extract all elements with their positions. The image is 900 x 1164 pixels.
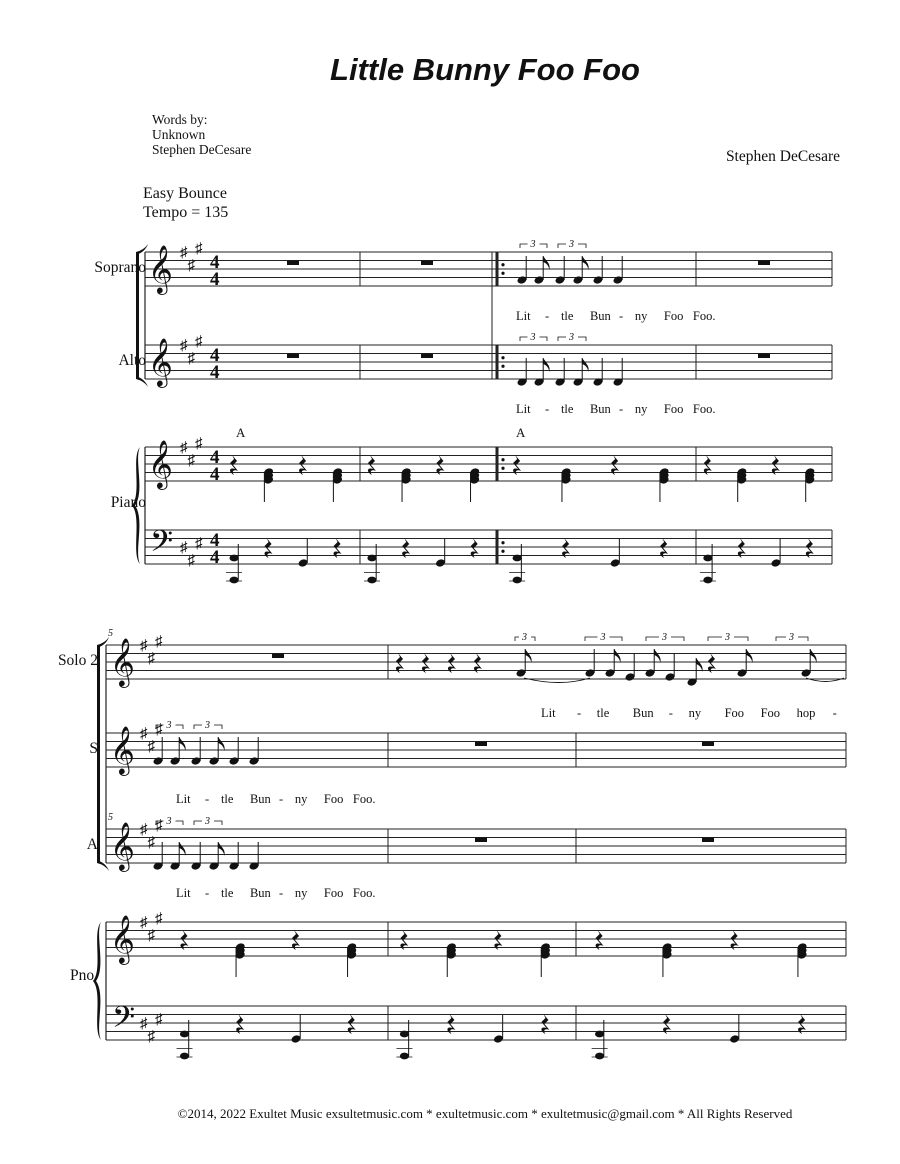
lyric-syllable: ny <box>634 402 648 416</box>
eighth-flag <box>746 649 752 663</box>
key-sharp: ♯ <box>140 1016 148 1032</box>
eighth-flag <box>179 737 185 751</box>
key-sharp: ♯ <box>187 257 195 274</box>
quarter-rest <box>396 653 404 673</box>
quarter-rest <box>368 455 376 475</box>
bass-note <box>367 577 376 584</box>
repeat-dot <box>501 356 504 359</box>
lyric-syllable: hop <box>796 706 816 720</box>
lyric-syllable: Lit <box>541 706 556 720</box>
key-sharp: ♯ <box>180 245 188 261</box>
key-sharp: ♯ <box>155 1011 163 1028</box>
lyric-syllable: - <box>545 402 550 416</box>
key-sharp: ♯ <box>187 552 195 569</box>
quarter-rest <box>494 930 502 950</box>
lyric-syllable: Lit <box>176 792 191 806</box>
bass-clef-icon: 𝄢 <box>112 1001 136 1041</box>
whole-rest <box>421 261 433 266</box>
bass-note <box>703 555 712 562</box>
bass-note <box>229 555 238 562</box>
whole-rest <box>475 742 487 747</box>
eighth-flag <box>696 658 702 672</box>
lyric-syllable: - <box>278 886 284 900</box>
repeat-dot <box>501 365 504 368</box>
tempo-text: Easy Bounce <box>143 185 227 202</box>
lyric-syllable: Bun <box>589 402 611 416</box>
lyric-syllable: - <box>832 706 837 720</box>
bracket-hook <box>136 376 148 387</box>
lyric-syllable: - <box>205 792 210 806</box>
lyric-syllable: - <box>205 886 210 900</box>
lyricist-name-2: Stephen DeCesare <box>152 142 252 157</box>
tuplet-number: 3 <box>789 632 794 643</box>
whole-rest <box>287 354 299 359</box>
quarter-rest <box>299 455 307 475</box>
bass-note <box>180 1031 189 1038</box>
key-sharp: ♯ <box>140 915 148 931</box>
lyric-syllable: Bun <box>632 706 654 720</box>
bass-note <box>400 1053 409 1060</box>
part-label-a: A <box>86 836 98 853</box>
lyric-syllable: ny <box>294 792 308 806</box>
tuplet-number: 3 <box>205 720 210 731</box>
eighth-flag <box>582 256 588 270</box>
time-signature-top: 4 <box>210 530 220 551</box>
quarter-rest <box>474 653 482 673</box>
key-sharp: ♯ <box>180 338 188 354</box>
lyric-syllable: tle <box>220 792 234 806</box>
quarter-rest <box>447 1014 455 1034</box>
key-sharp: ♯ <box>147 650 155 667</box>
treble-clef-icon: 𝄞 <box>148 340 173 386</box>
key-sharp: ♯ <box>195 333 203 350</box>
bass-note <box>513 555 522 562</box>
quarter-rest <box>265 538 273 558</box>
whole-rest <box>475 838 487 843</box>
lyric-syllable: Foo. <box>692 402 716 416</box>
quarter-rest <box>708 653 716 673</box>
repeat-dot <box>501 272 504 275</box>
whole-rest <box>272 654 284 659</box>
part-label-soprano: Soprano <box>94 259 146 276</box>
lyric-syllable: Bun <box>249 792 271 806</box>
bracket-hook <box>136 244 148 255</box>
rehearsal-mark: A <box>236 425 246 440</box>
tuplet-number: 3 <box>166 720 172 731</box>
whole-rest <box>702 742 714 747</box>
quarter-rest <box>348 1014 356 1034</box>
time-signature-bottom: 4 <box>210 464 220 485</box>
quarter-rest <box>400 930 408 950</box>
bass-note <box>367 555 376 562</box>
repeat-dot <box>501 458 504 461</box>
quarter-rest <box>738 538 746 558</box>
repeat-dot <box>501 467 504 470</box>
quarter-rest <box>292 930 300 950</box>
tuplet-number: 3 <box>530 239 536 250</box>
bass-note <box>513 577 522 584</box>
treble-clef-icon: 𝄞 <box>148 442 173 488</box>
lyric-syllable: Foo <box>663 309 684 323</box>
quarter-rest <box>334 538 342 558</box>
lyric-syllable: tle <box>560 402 574 416</box>
lyric-syllable: Lit <box>516 309 531 323</box>
quarter-rest <box>541 1014 549 1034</box>
treble-clef-icon: 𝄞 <box>110 728 135 774</box>
key-sharp: ♯ <box>155 721 163 738</box>
bass-note <box>595 1053 604 1060</box>
eighth-flag <box>543 358 549 372</box>
key-sharp: ♯ <box>195 240 203 257</box>
quarter-rest <box>611 455 619 475</box>
lyric-syllable: - <box>278 792 284 806</box>
eighth-flag <box>525 649 531 663</box>
key-sharp: ♯ <box>155 817 163 834</box>
eighth-flag <box>582 358 588 372</box>
whole-rest <box>758 354 770 359</box>
quarter-rest <box>798 1014 806 1034</box>
repeat-dot <box>501 263 504 266</box>
lyric-syllable: Bun <box>589 309 611 323</box>
key-sharp: ♯ <box>140 822 148 838</box>
tuplet-number: 3 <box>166 816 172 827</box>
lyric-syllable: Lit <box>176 886 191 900</box>
bass-note <box>595 1031 604 1038</box>
lyric-syllable: Foo. <box>352 886 376 900</box>
lyric-syllable: ny <box>688 706 702 720</box>
time-signature-top: 4 <box>210 447 220 468</box>
part-label-piano: Piano <box>110 494 146 511</box>
whole-rest <box>421 354 433 359</box>
lyricist-name-1: Unknown <box>152 127 206 142</box>
key-sharp: ♯ <box>155 633 163 650</box>
time-signature-bottom: 4 <box>210 269 220 290</box>
whole-rest <box>702 838 714 843</box>
tuplet-number: 3 <box>569 332 574 343</box>
quarter-rest <box>562 538 570 558</box>
copyright-footer: ©2014, 2022 Exultet Music exsultetmusic.com * exultetmusic.com * exultetmusic@gmail.com * All Rights Reserved <box>177 1106 793 1121</box>
quarter-rest <box>596 930 604 950</box>
whole-rest <box>287 261 299 266</box>
quarter-rest <box>230 455 238 475</box>
tie <box>806 678 844 682</box>
eighth-flag <box>179 842 185 856</box>
score-title: Little Bunny Foo Foo <box>330 52 640 87</box>
part-label-alto: Alto <box>118 352 146 369</box>
eighth-flag <box>543 256 549 270</box>
part-label-s: S <box>89 740 98 757</box>
bass-note <box>703 577 712 584</box>
eighth-flag <box>654 649 660 663</box>
tuplet-number: 3 <box>600 632 606 643</box>
quarter-rest <box>236 1014 244 1034</box>
quarter-rest <box>704 455 712 475</box>
key-sharp: ♯ <box>195 535 203 552</box>
measure-number: 5 <box>108 628 113 639</box>
bass-note <box>400 1031 409 1038</box>
lyric-syllable: - <box>618 402 624 416</box>
quarter-rest <box>402 538 410 558</box>
time-signature-top: 4 <box>210 345 220 366</box>
key-sharp: ♯ <box>147 1028 155 1045</box>
whole-rest <box>758 261 770 266</box>
lyric-syllable: - <box>545 309 550 323</box>
tuplet-number: 3 <box>530 332 536 343</box>
lyric-syllable: Foo <box>323 886 344 900</box>
repeat-dot <box>501 541 504 544</box>
key-sharp: ♯ <box>195 435 203 452</box>
eighth-flag <box>218 737 224 751</box>
quarter-rest <box>448 653 456 673</box>
quarter-rest <box>772 455 780 475</box>
quarter-rest <box>806 538 814 558</box>
lyric-syllable: ny <box>294 886 308 900</box>
quarter-rest <box>436 455 444 475</box>
lyric-syllable: Lit <box>516 402 531 416</box>
lyric-syllable: Foo <box>323 792 344 806</box>
tuplet-number: 3 <box>205 816 210 827</box>
key-sharp: ♯ <box>180 540 188 556</box>
quarter-rest <box>663 1014 671 1034</box>
bracket-hook <box>97 860 109 871</box>
time-signature-bottom: 4 <box>210 547 220 568</box>
lyric-syllable: - <box>577 706 582 720</box>
key-sharp: ♯ <box>147 927 155 944</box>
quarter-rest <box>660 538 668 558</box>
lyric-syllable: Foo. <box>352 792 376 806</box>
key-sharp: ♯ <box>187 350 195 367</box>
lyric-syllable: Foo <box>724 706 745 720</box>
bass-note <box>180 1053 189 1060</box>
eighth-flag <box>614 649 620 663</box>
lyric-syllable: Foo <box>760 706 781 720</box>
quarter-rest <box>180 930 188 950</box>
tempo-value: Tempo = 135 <box>143 204 229 221</box>
part-label-solo: Solo 2 <box>57 652 98 669</box>
eighth-flag <box>218 842 224 856</box>
rehearsal-mark: A <box>516 425 526 440</box>
eighth-flag <box>810 649 816 663</box>
tuplet-number: 3 <box>522 632 527 643</box>
quarter-rest <box>731 930 739 950</box>
treble-clef-icon: 𝄞 <box>110 640 135 686</box>
tuplet-number: 3 <box>662 632 667 643</box>
key-sharp: ♯ <box>140 726 148 742</box>
key-sharp: ♯ <box>187 452 195 469</box>
treble-clef-icon: 𝄞 <box>110 917 135 963</box>
quarter-rest <box>422 653 430 673</box>
bass-clef-icon: 𝄢 <box>150 525 174 565</box>
time-signature-bottom: 4 <box>210 362 220 383</box>
key-sharp: ♯ <box>180 440 188 456</box>
repeat-dot <box>501 550 504 553</box>
lyric-syllable: tle <box>596 706 610 720</box>
lyric-syllable: tle <box>220 886 234 900</box>
lyric-syllable: tle <box>560 309 574 323</box>
key-sharp: ♯ <box>140 638 148 654</box>
bass-note <box>229 577 238 584</box>
lyric-syllable: - <box>618 309 624 323</box>
treble-clef-icon: 𝄞 <box>148 247 173 293</box>
composer-credit: Stephen DeCesare <box>725 148 840 165</box>
time-signature-top: 4 <box>210 252 220 273</box>
part-label-pno: Pno. <box>70 967 98 984</box>
key-sharp: ♯ <box>155 910 163 927</box>
quarter-rest <box>471 538 479 558</box>
words-by-label: Words by: <box>152 112 208 127</box>
quarter-rest <box>513 455 521 475</box>
key-sharp: ♯ <box>147 738 155 755</box>
lyric-syllable: ny <box>634 309 648 323</box>
lyric-syllable: - <box>668 706 673 720</box>
measure-number: 5 <box>108 812 113 823</box>
lyric-syllable: Bun <box>249 886 271 900</box>
tuplet-number: 3 <box>569 239 574 250</box>
key-sharp: ♯ <box>147 834 155 851</box>
tuplet-number: 3 <box>725 632 730 643</box>
treble-clef-icon: 𝄞 <box>110 824 135 870</box>
lyric-syllable: Foo. <box>692 309 716 323</box>
lyric-syllable: Foo <box>663 402 684 416</box>
